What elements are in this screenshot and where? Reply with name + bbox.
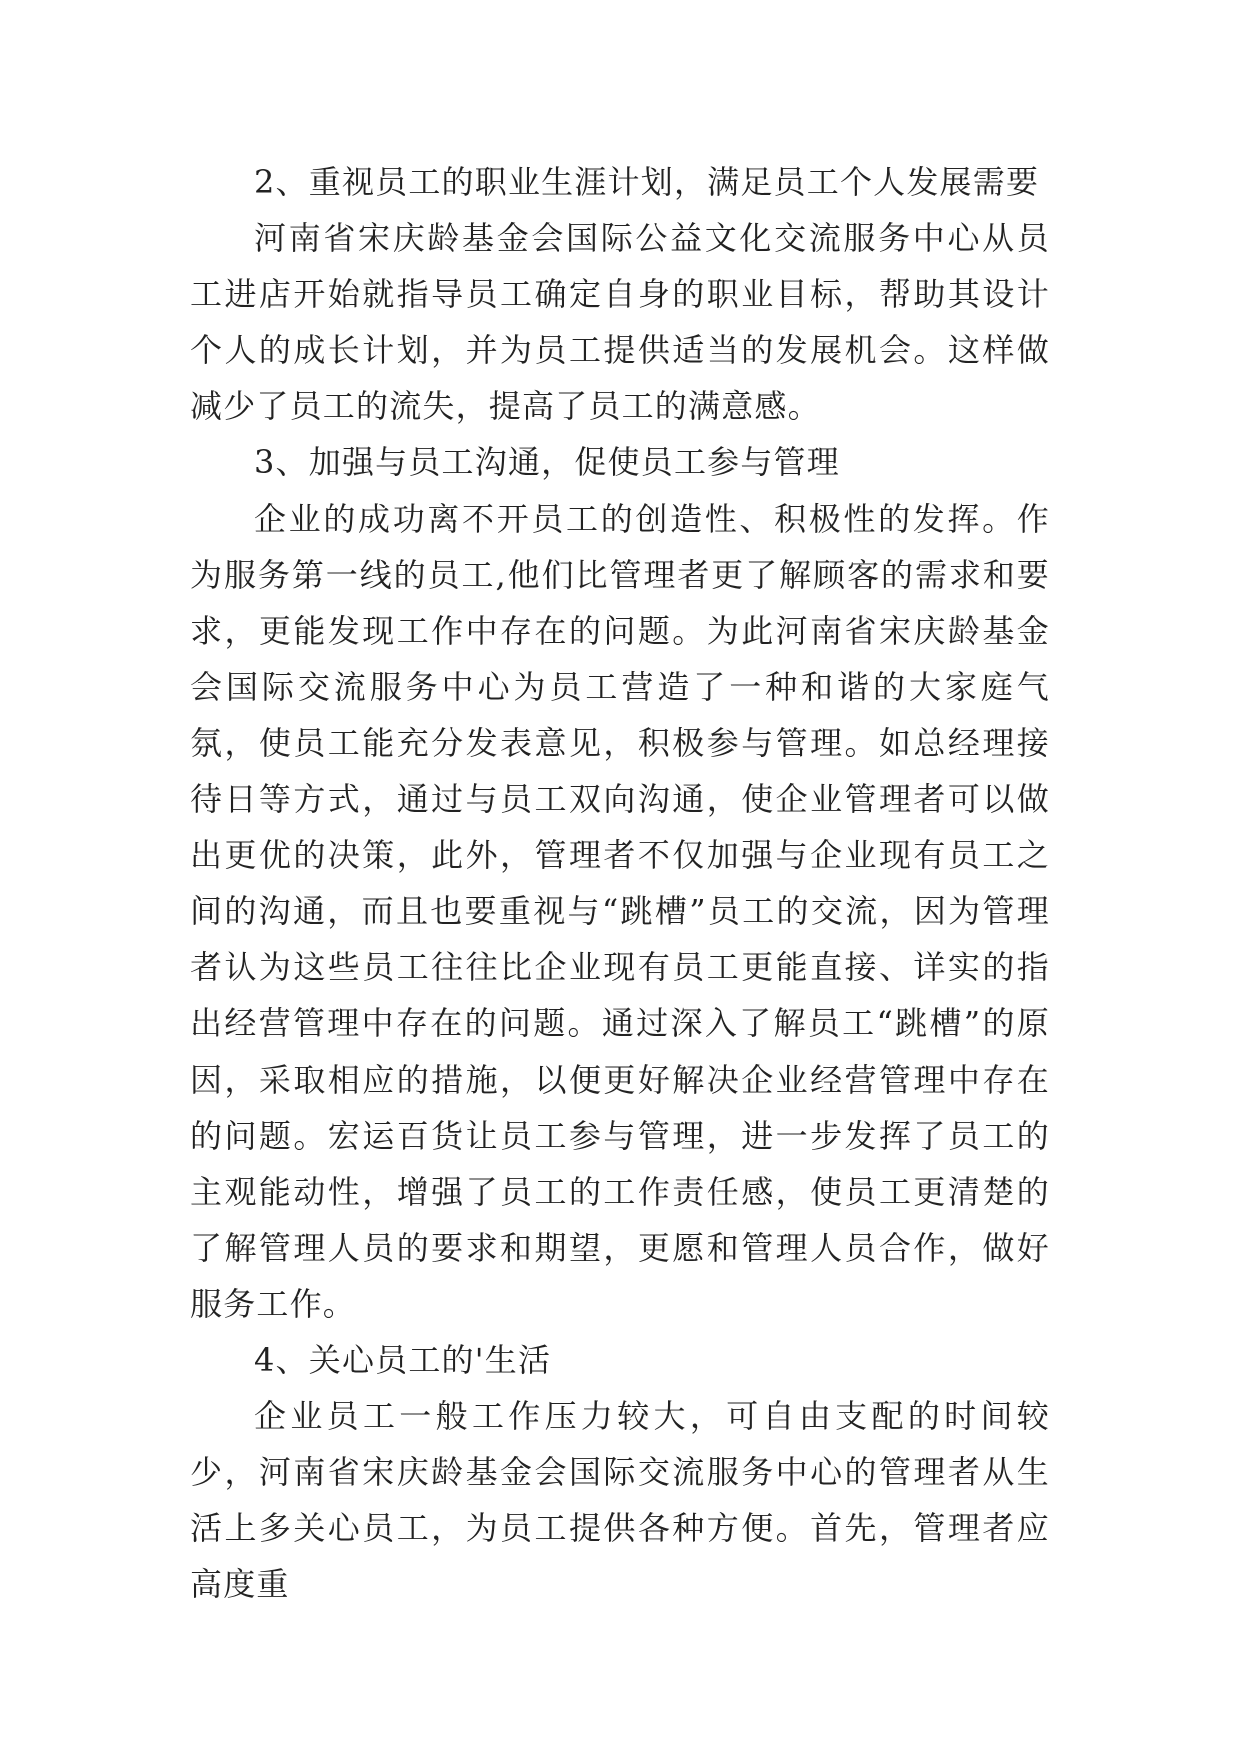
section-heading-4: 4、关心员工的'生活 [254,1340,552,1379]
section-heading-3: 3、加强与员工沟通，促使员工参与管理 [254,443,840,482]
section-heading-2: 2、重视员工的职业生涯计划，满足员工个人发展需要 [254,163,1040,201]
paragraph-career-planning: 河南省宋庆龄基金会国际公益文化交流服务中心从员工进店开始就指导员工确定自身的职业目标，帮助其设计个人的成长计划，并为员工提供适当的发展机会。这样做减少了员工的流失，提高了员工的满意感。 [190,219,1050,426]
document-body [190,154,1050,1612]
paragraph-employee-life: 企业员工一般工作压力较大，可自由支配的时间较少，河南省宋庆龄基金会国际交流服务中心的管理者从生活上多关心员工，为员工提供各种方便。首先，管理者应高度重 [190,1397,1050,1604]
paragraph-communication: 企业的成功离不开员工的创造性、积极性的发挥。作为服务第一线的员工,他们比管理者更了解顾客的需求和要求，更能发现工作中存在的问题。为此河南省宋庆龄基金会国际交流服务中心为员工营造了一种和谐的大家庭气氛，使员工能充分发表意见，积极参与管理。如总经理接待日等方式，通过与员工双向沟通，使企业管理者可以做出更优的决策，此外，管理者不仅加强与企业现有员工之间的沟通，而且也要重视与“跳槽”员工的交流，因为管理者认为这些员工往往比企业现有员工更能直接、详实的指出经营管理中存在的问题。通过深入了解员工“跳槽”的原因，采取相应的措施，以便更好解决企业经营管理中存在的问题。宏运百货让员工参与管理，进一步发挥了员工的主观能动性，增强了员工的工作责任感，使员工更清楚的了解管理人员的要求和期望，更愿和管理人员合作，做好服务工作。 [190,499,1050,1323]
